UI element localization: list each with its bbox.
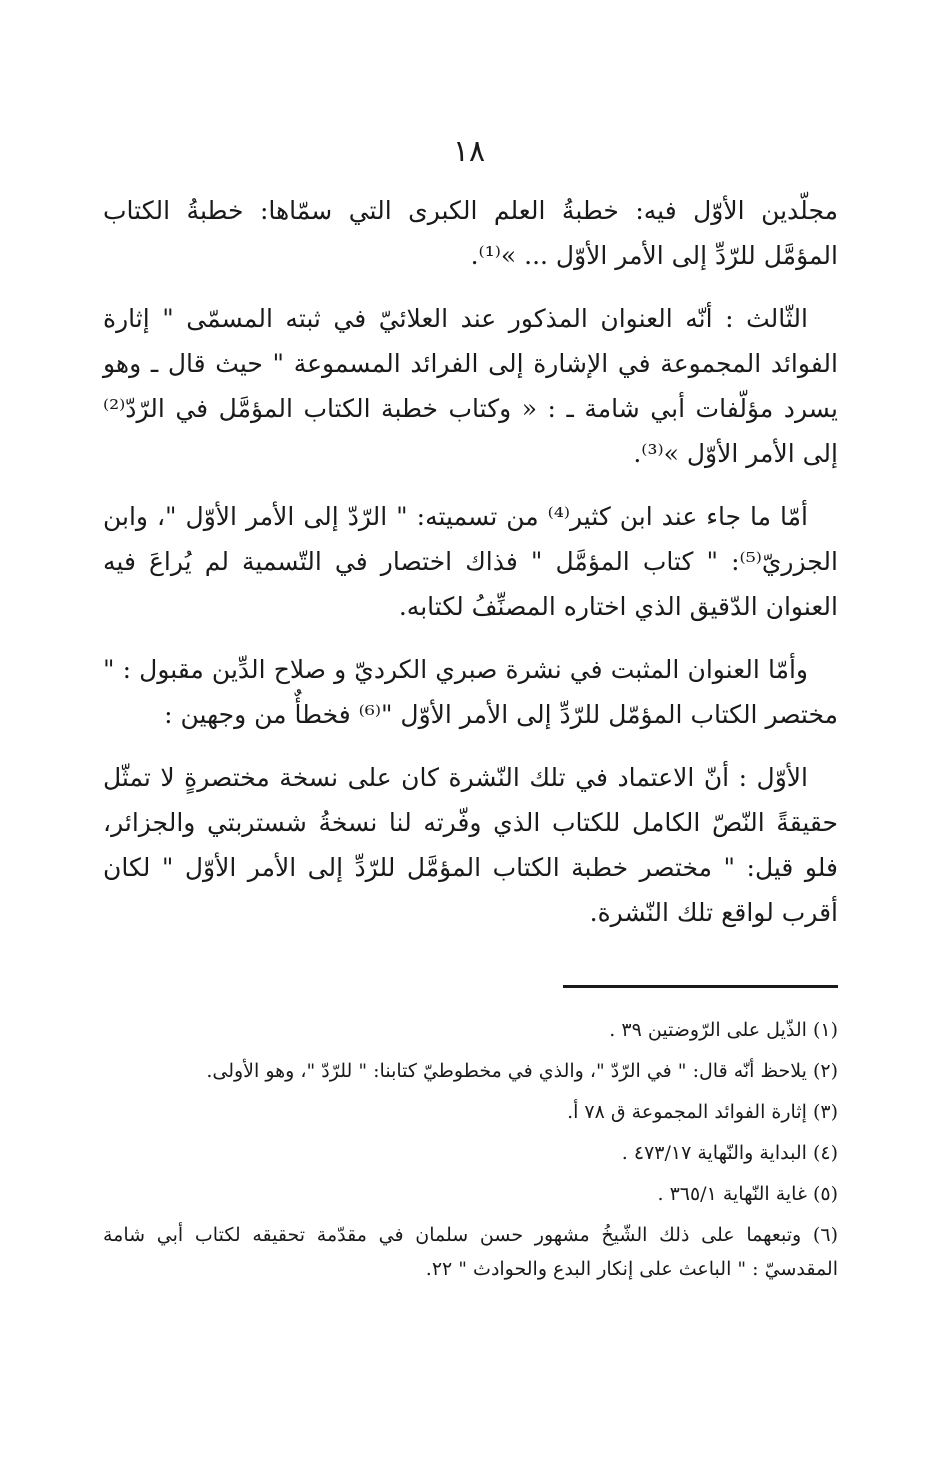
footnote-4: (٤) البداية والنّهاية ٤٧٣/١٧ . (621, 1142, 838, 1164)
footnotes (103, 1013, 838, 1293)
footnote-6: (٦) وتبعهما على ذلك الشّيخُ مشهور حسن سلمان في مقدّمة تحقيقه لكتاب أبي شامة المقدسيّ : " الباعث على إنكار البدع والحوادث " ٢٢. (103, 1224, 838, 1280)
paragraph-third-reason: الثّالث : أنّه العنوان المذكور عند العلائيّ في ثبته المسمّى " إثارة الفوائد المجموعة في الإشارة إلى الفرائد المسموعة " حيث قال ـ وهو يسرد مؤلّفات أبي شامة ـ : « وكتاب خطبة الكتاب المؤمَّل في الرّدّ⁽²⁾ إلى الأمر الأوّل »⁽³⁾. (103, 304, 838, 468)
paragraph-ibn-kathir: أمّا ما جاء عند ابن كثير⁽⁴⁾ من تسميته: " الرّدّ إلى الأمر الأوّل "، وابن الجزريّ⁽⁵⁾: " كتاب المؤمَّل " فذاك اختصار في التّسمية لم يُراعَ فيه العنوان الدّقيق الذي اختاره المصنِّفُ لكتابه. (103, 502, 838, 621)
paragraph-continuation: مجلّدين الأوّل فيه: خطبةُ العلم الكبرى التي سمّاها: خطبةُ الكتاب المؤمَّل للرّدِّ إلى الأمر الأوّل ... »⁽¹⁾. (103, 196, 838, 270)
paragraph-published-title: وأمّا العنوان المثبت في نشرة صبري الكرديّ و صلاح الدِّين مقبول : " مختصر الكتاب المؤمّل للرّدِّ إلى الأمر الأوّل "⁽⁶⁾ فخطأٌ من وجهين : (103, 655, 838, 729)
footnote-divider (563, 985, 838, 988)
paragraph-first-reason: الأوّل : أنّ الاعتماد في تلك النّشرة كان على نسخة مختصرةٍ لا تمثّل حقيقةً النّصّ الكامل للكتاب الذي وفّرته لنا نسخةُ شستربتي والجزائر، فلو قيل: " مختصر خطبة الكتاب المؤمَّل للرّدِّ إلى الأمر الأوّل " لكان أقرب لواقع تلك النّشرة. (103, 763, 838, 927)
page-number: ١٨ (452, 134, 486, 169)
main-text (103, 188, 838, 953)
footnote-5: (٥) غاية النّهاية ٣٦٥/١ . (657, 1183, 838, 1205)
footnote-1: (١) الذّيل على الرّوضتين ٣٩ . (609, 1019, 838, 1041)
footnote-2: (٢) يلاحظ أنّه قال: " في الرّدّ "، والذي في مخطوطيّ كتابنا: " للرّدّ "، وهو الأولى. (206, 1060, 838, 1082)
footnote-3: (٣) إثارة الفوائد المجموعة ق ٧٨ أ. (567, 1101, 838, 1123)
